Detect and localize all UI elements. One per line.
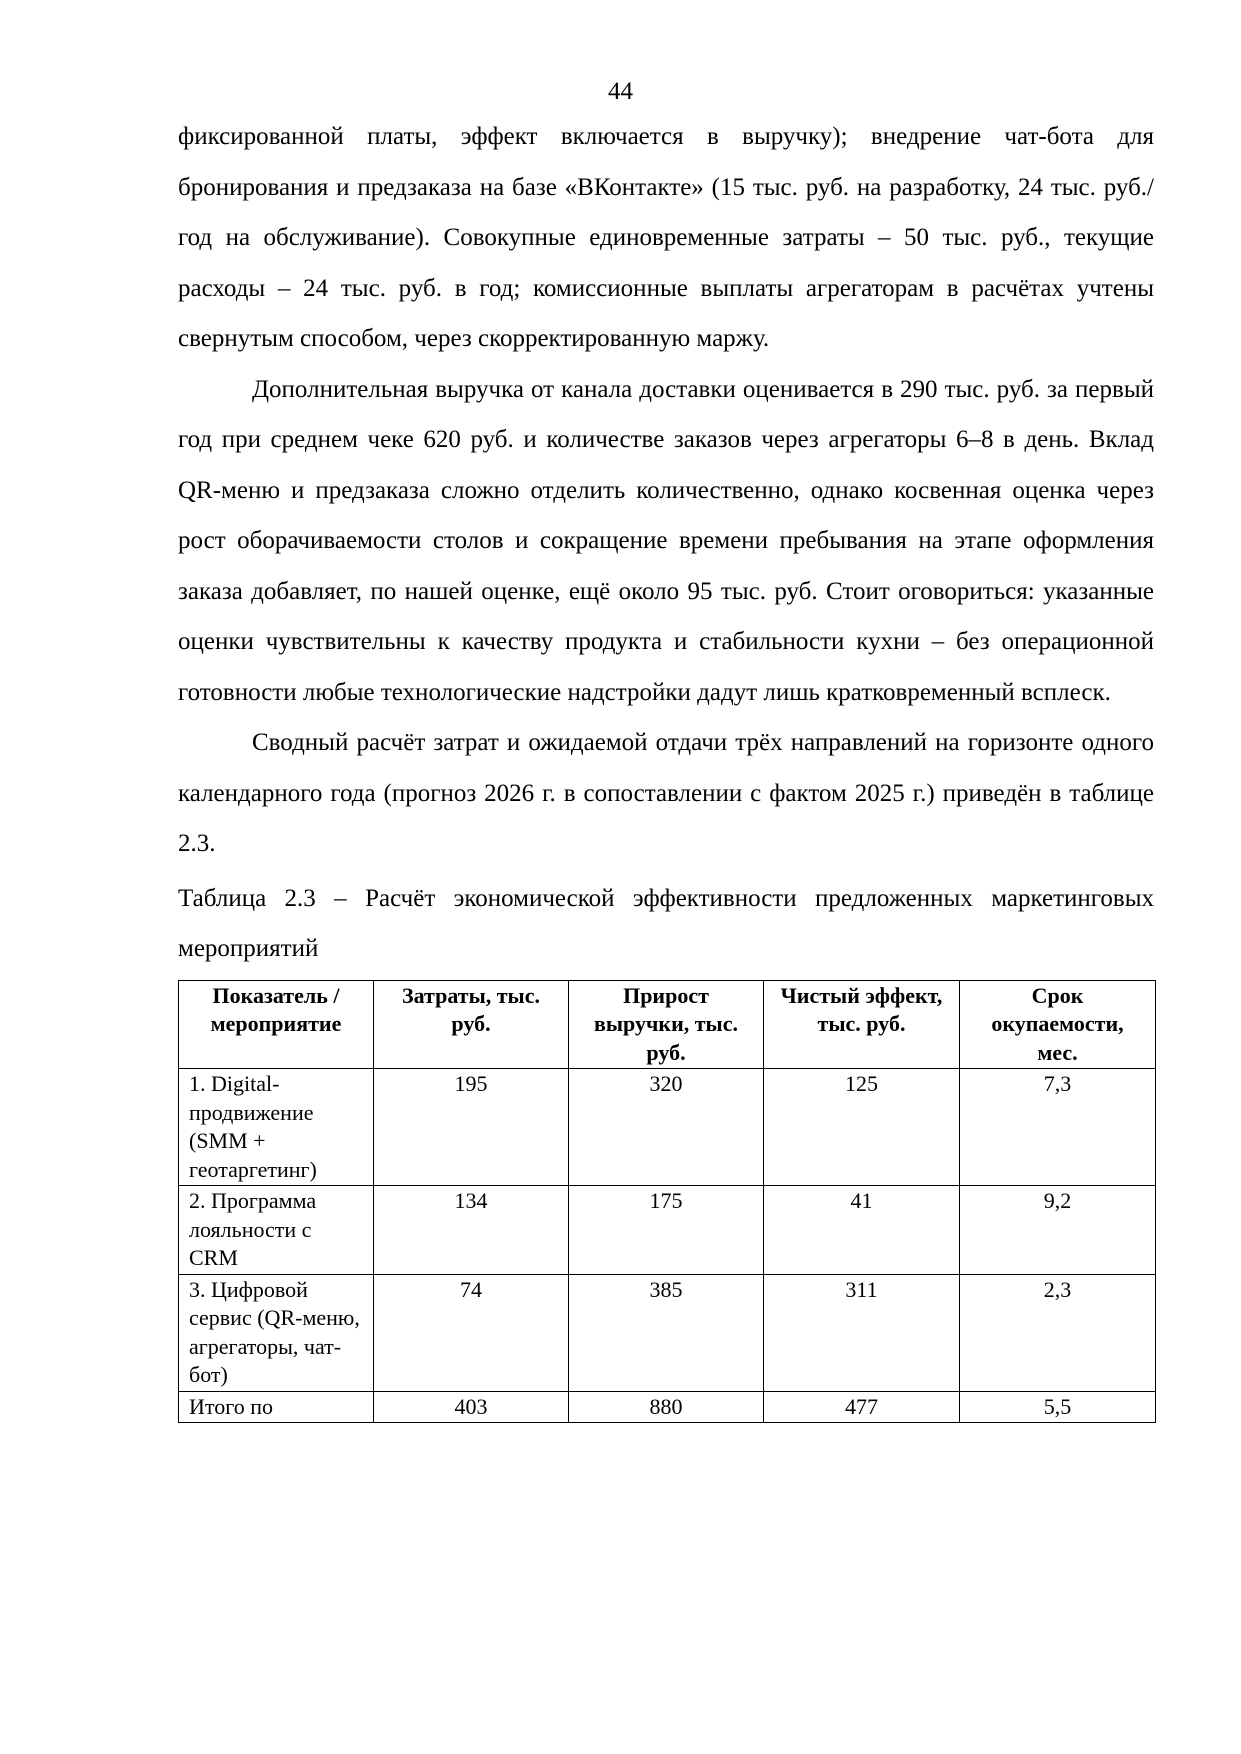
cell-net-effect: 125 <box>764 1069 960 1186</box>
efficiency-table <box>178 980 1156 1424</box>
table-row <box>179 1186 1156 1275</box>
cell-payback-period: 7,3 <box>960 1069 1156 1186</box>
cell-payback-period: 2,3 <box>960 1274 1156 1391</box>
table-row <box>179 1069 1156 1186</box>
page-content <box>178 112 1154 1423</box>
cell-revenue-growth: 880 <box>569 1391 764 1423</box>
cell-revenue-growth: 385 <box>569 1274 764 1391</box>
cell-costs: 74 <box>374 1274 569 1391</box>
header-costs: Затраты, тыс. руб. <box>374 980 569 1069</box>
header-net-effect: Чистый эффект, тыс. руб. <box>764 980 960 1069</box>
paragraph-2: Дополнительная выручка от канала доставки оценивается в 290 тыс. руб. за первый год при среднем чеке 620 руб. и количестве заказов через агрегаторы 6–8 в день. Вклад QR-меню и предзаказа сложно отделить количественно, однако косвенная оценка через рост оборачиваемости столов и сокращение времени пребывания на этапе оформления заказа добавляет, по нашей оценке, ещё около 95 тыс. руб. Стоит оговориться: указанные оценки чувствительны к качеству продукта и стабильности кухни – без операционной готовности любые технологические надстройки дадут лишь кратковременный всплеск. <box>178 375 1154 706</box>
cell-costs: 134 <box>374 1186 569 1275</box>
cell-costs: 403 <box>374 1391 569 1423</box>
row-label: 2. Программа лояльности с CRM <box>179 1186 374 1275</box>
cell-revenue-growth: 320 <box>569 1069 764 1186</box>
cell-costs: 195 <box>374 1069 569 1186</box>
header-indicator: Показатель / мероприятие <box>179 980 374 1069</box>
page-number: 44 <box>608 78 633 105</box>
cell-revenue-growth: 175 <box>569 1186 764 1275</box>
cell-net-effect: 41 <box>764 1186 960 1275</box>
table-caption: Таблица 2.3 – Расчёт экономической эффективности предложенных маркетинговых мероприятий <box>178 884 1154 962</box>
row-label: Итого по <box>179 1391 374 1423</box>
row-label: 3. Цифровой сервис (QR-меню, агрегаторы, чат-бот) <box>179 1274 374 1391</box>
table-row <box>179 1274 1156 1391</box>
cell-net-effect: 311 <box>764 1274 960 1391</box>
paragraph-1: фиксированной платы, эффект включается в выручку); внедрение чат-бота для бронирования и предзаказа на базе «ВКонтакте» (15 тыс. руб. на разработку, 24 тыс. руб./год на обслуживание). Совокупные единовременные затраты – 50 тыс. руб., текущие расходы – 24 тыс. руб. в год; комиссионные выплаты агрегаторам в расчётах учтены свернутым способом, через скорректированную маржу. <box>178 123 1154 352</box>
header-revenue-growth: Прирост выручки, тыс. руб. <box>569 980 764 1069</box>
cell-payback-period: 9,2 <box>960 1186 1156 1275</box>
table-header-row <box>179 980 1156 1069</box>
table-row-total <box>179 1391 1156 1423</box>
cell-payback-period: 5,5 <box>960 1391 1156 1423</box>
header-payback-period: Срок окупаемости, мес. <box>960 980 1156 1069</box>
paragraph-3: Сводный расчёт затрат и ожидаемой отдачи трёх направлений на горизонте одного календарного года (прогноз 2026 г. в сопоставлении с фактом 2025 г.) приведён в таблице 2.3. <box>178 729 1154 857</box>
cell-net-effect: 477 <box>764 1391 960 1423</box>
row-label: 1. Digital-продвижение (SMM + геотаргетинг) <box>179 1069 374 1186</box>
